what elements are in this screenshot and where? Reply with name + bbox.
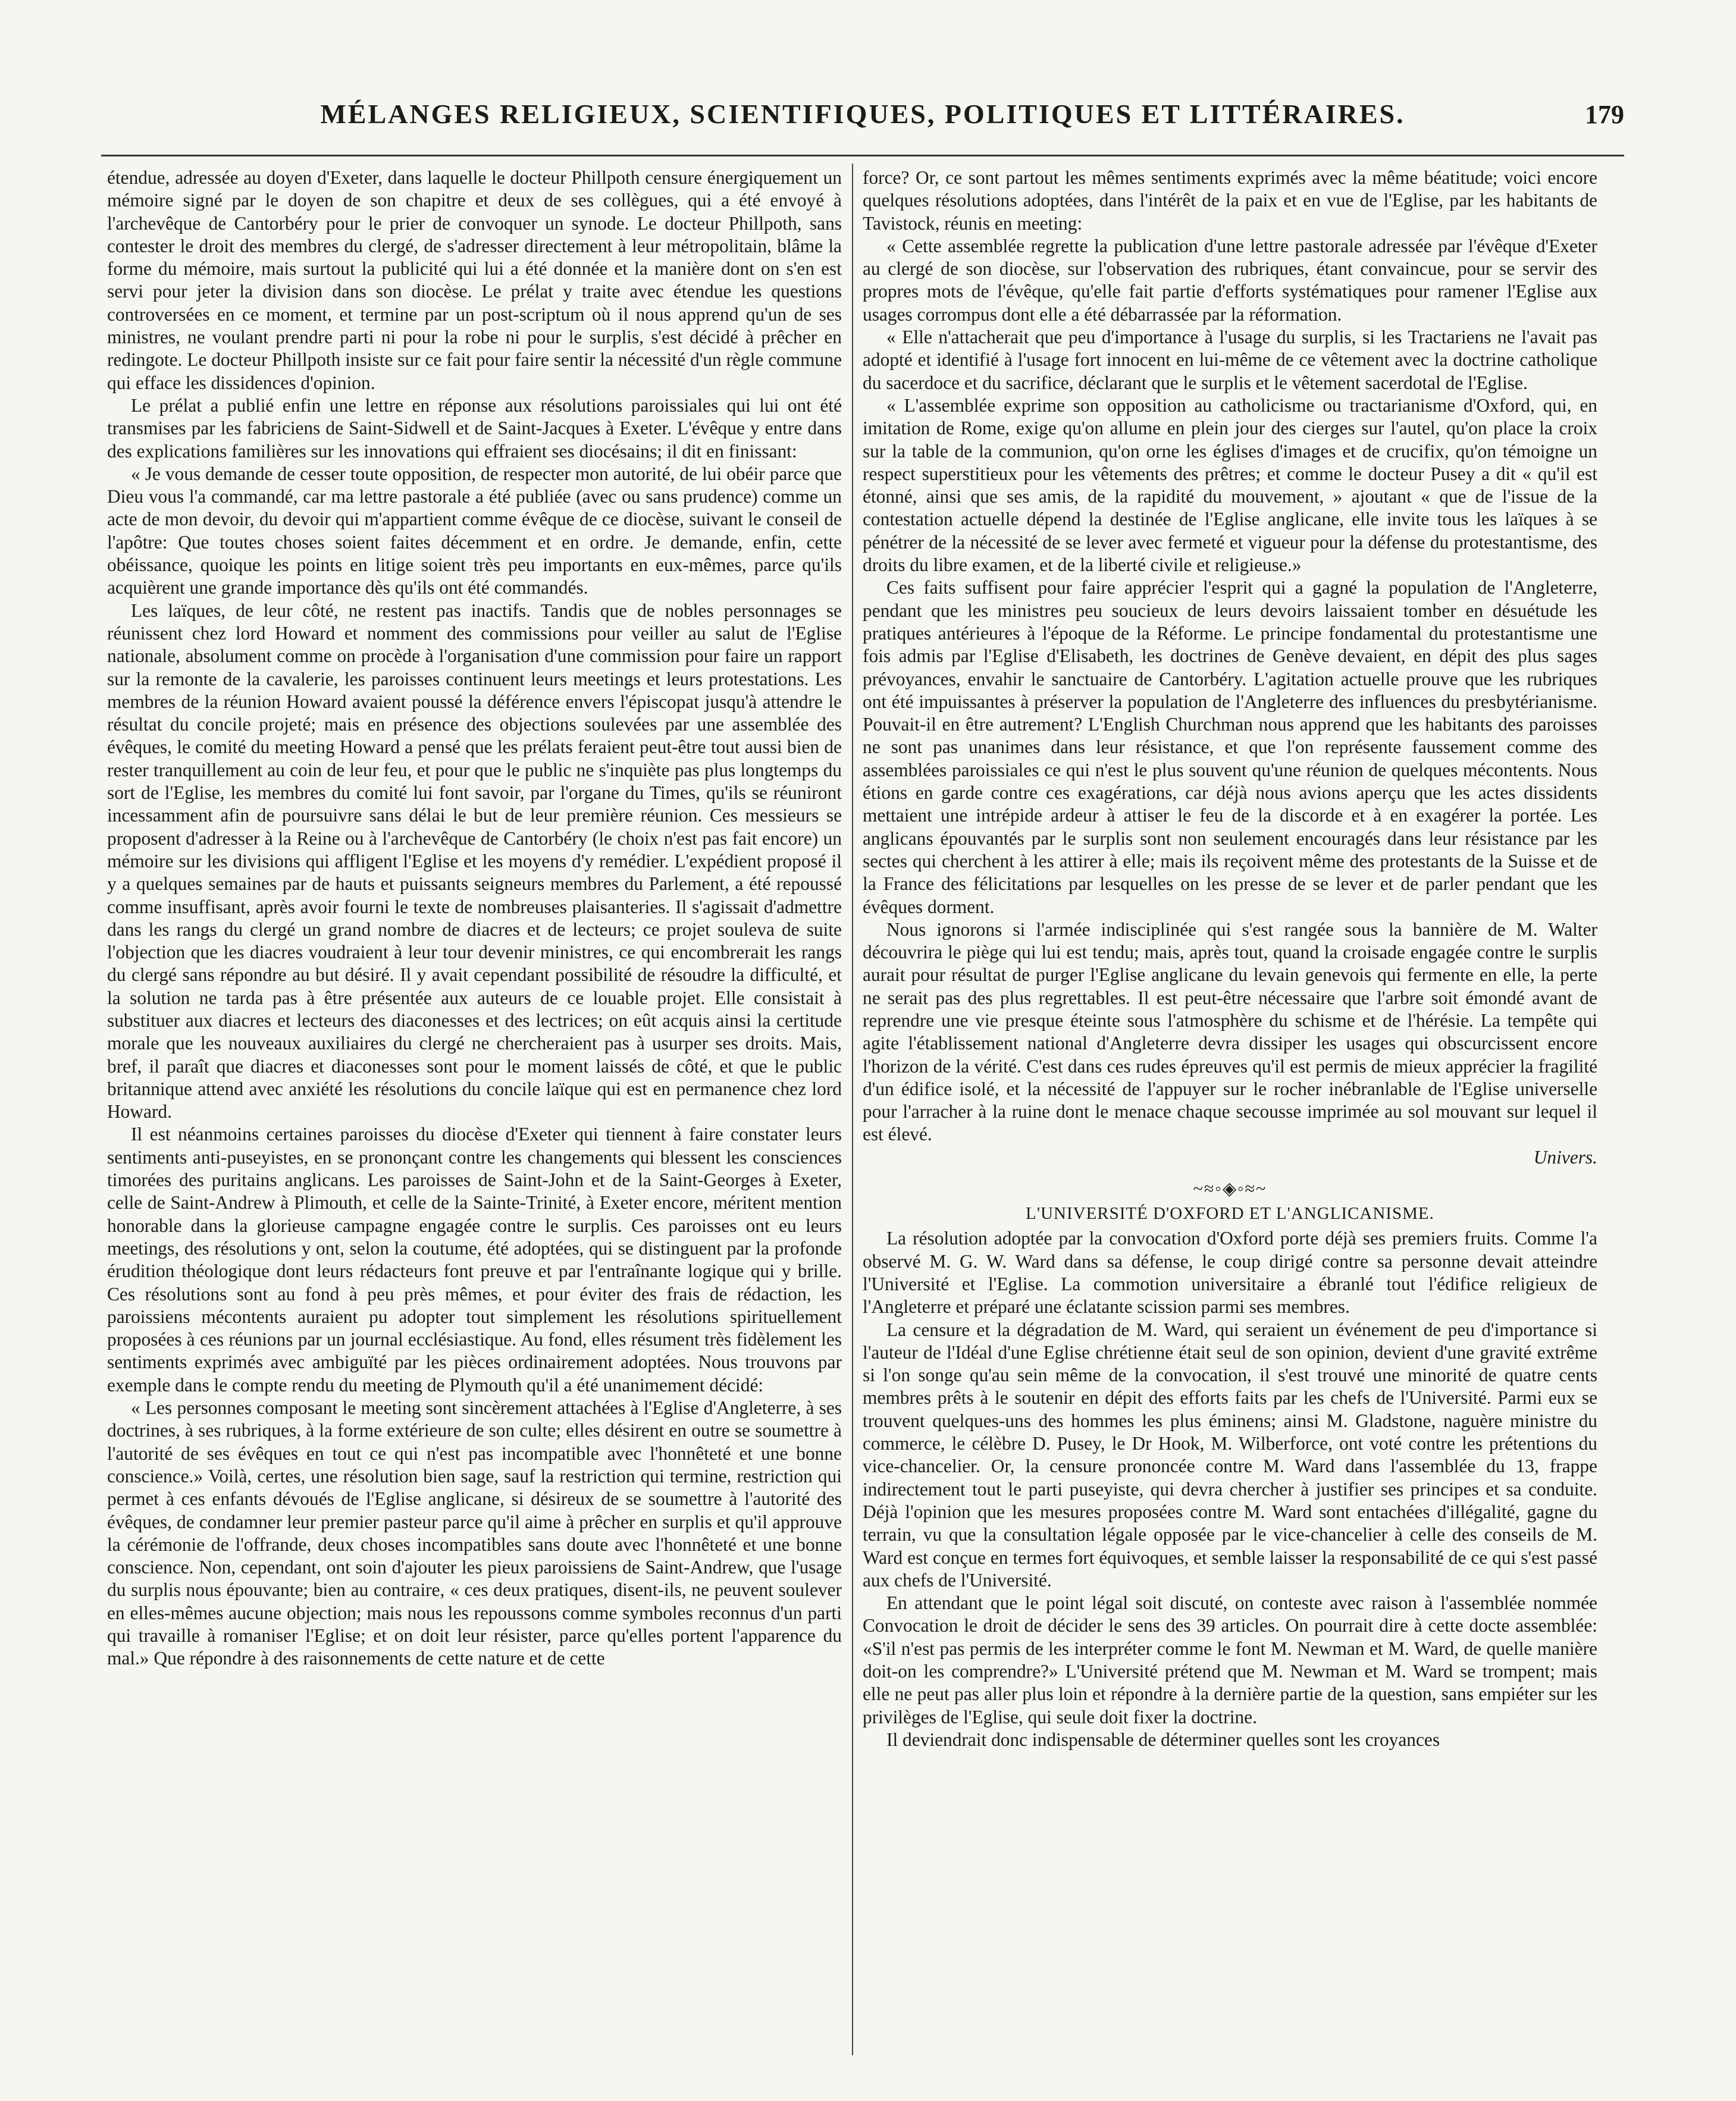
quote-paragraph: « Cette assemblée regrette la publication d'une lettre pastorale adressée par l'évêque d'Exeter au clergé de son diocèse, sur l'observation des rubriques, étant convaincue, pour se servir des propres mots de l'évêque, qu'elle fait partie d'efforts systématiques pour ramener l'Eglise aux usages corrompus dont elle a été débarrassée par la réformation. [863, 235, 1597, 325]
paragraph: Nous ignorons si l'armée indisciplinée qui s'est rangée sous la bannière de M. Walter découvrira le piège qui lui est tendu; mais, après tout, quand la croisade engagée contre le surplis aurait pour résultat de purger l'Eglise anglicane du levain genevois qui fermente en elle, la perte ne serait pas des plus regrettables. Il est peut-être nécessaire que l'arbre soit émondé avant de reprendre une vie presque éteinte sous l'atmosphère du schisme et de l'hérésie. La tempête qui agite l'établissement national d'Angleterre devra dissiper les usages qui obscurcissent encore l'horizon de la vérité. C'est dans ces rudes épreuves qu'il est permis de mieux apprécier la fragilité d'un édifice isolé, et la nécessité de l'appuyer sur le rocher inébranlable de l'Eglise universelle pour l'arracher à la ruine dont le menace chaque secousse imprimée au sol mouvant sur lequel il est élevé. [863, 918, 1597, 1145]
article-signature: Univers. [1533, 1146, 1597, 1168]
paragraph: Le prélat a publié enfin une lettre en réponse aux résolutions paroissiales qui lui ont été transmises par les fabriciens de Saint-Sidwell et de Saint-Jacques à Exeter. L'évêque y entre dans des explications familières sur les innovations qui effraient ses diocésains; il dit en finissant: [107, 394, 842, 462]
paragraph: La résolution adoptée par la convocation d'Oxford porte déjà ses premiers fruits. Comme l'a observé M. G. W. Ward dans sa défense, le coup dirigé contre sa personne devait atteindre l'Université et l'Eglise. La commotion universitaire a ébranlé tout l'édifice religieux de l'Angleterre et préparé une éclatante scission parmi ses membres. [863, 1228, 1597, 1318]
paragraph: Les laïques, de leur côté, ne restent pas inactifs. Tandis que de nobles personnages se réunissent chez lord Howard et nomment des commissions pour veiller au salut de l'Eglise nationale, absolument comme on procède à l'organisation d'une commission pour faire un rapport sur la remonte de la cavalerie, les paroisses continuent leurs meetings et leurs protestations. Les membres de la réunion Howard avaient poussé la déférence envers l'épiscopat jusqu'à attendre le résultat du concile projeté; mais en présence des objections soulevées par une assemblée des évêques, le comité du meeting Howard a pensé que les prélats feraient peut-être tout aussi bien de rester tranquillement au coin de leur feu, et pour que le public ne s'inquiète pas plus longtemps du sort de l'Eglise, les membres du comité lui font savoir, par l'organe du Times, qu'ils se réuniront incessamment afin de poursuivre sans délai le but de leur première réunion. Ces messieurs se proposent d'adresser à la Reine ou à l'archevêque de Cantorbéry (le choix n'est pas fait encore) un mémoire sur les divisions qui affligent l'Eglise et les moyens d'y remédier. L'expédient proposé il y a quelques semaines par de hauts et puissants seigneurs membres du Parlement, a été repoussé comme insuffisant, après avoir fourni le texte de nombreuses plaisanteries. Il s'agissait d'admettre dans les rangs du clergé un grand nombre de diacres et de lecteurs; ce projet souleva de suite l'objection que les diacres voudraient à leur tour devenir ministres, ce qui encombrerait les rangs du clergé sans répondre au but désiré. Il y avait cependant possibilité de résoudre la difficulté, et la solution ne tarda pas à être présentée aux auteurs de ce louable projet. Elle consistait à substituer aux diacres et lecteurs des diaconesses et des lectrices; on eût acquis ainsi la certitude morale que les nouveaux auxiliaires du clergé ne chercheraient pas à usurper ses droits. Mais, bref, il paraît que diacres et diaconesses sont pour le moment laissés de côté, et que le public britannique attend avec anxiété les résolutions du concile laïque qui est en permanence chez lord Howard. [107, 600, 842, 1122]
left-column [107, 167, 842, 2070]
quote-paragraph: « L'assemblée exprime son opposition au catholicisme ou tractarianisme d'Oxford, qui, en imitation de Rome, exige qu'on allume en plein jour des cierges sur l'autel, qu'on place la croix sur la table de la communion, qu'on orne les églises d'images et de crucifix, qu'on témoigne un respect superstitieux pour les vêtements des prêtres; et comme le docteur Pusey a dit « qu'il est étonné, ainsi que ses amis, de la rapidité du mouvement, » ajoutant « que de l'issue de la contestation actuelle dépend la destinée de l'Eglise anglicane, elle invite tous les laïques à se pénétrer de la nécessité de se lever avec fermeté et vigueur pour la défense du protestantisme, des droits du libre examen, et de la liberté civile et religieuse.» [863, 394, 1597, 576]
paragraph: En attendant que le point légal soit discuté, on conteste avec raison à l'assemblée nommée Convocation le droit de décider le sens des 39 articles. On pourrait dire à cette docte assemblée: «S'il n'est pas permis de les interpréter comme le font M. Newman et M. Ward, de quelle manière doit-on les comprendre?» L'Université prétend que M. Newman et M. Ward se trompent; mais elle ne peut pas aller plus loin et répondre à la dernière partie de la question, sans empiéter sur les privilèges de l'Eglise, qui seule doit fixer la doctrine. [863, 1592, 1597, 1727]
paragraph: Ces faits suffisent pour faire apprécier l'esprit qui a gagné la population de l'Angleterre, pendant que les ministres peu soucieux de leurs devoirs laissaient tomber en désuétude les pratiques antérieures à l'époque de la Réforme. Le principe fondamental du protestantisme une fois admis par l'Eglise d'Elisabeth, les doctrines de Genève devaient, en dépit des plus sages prévoyances, envahir le sanctuaire de Cantorbéry. L'agitation actuelle prouve que les rubriques ont été impuissantes à préserver la population de l'Angleterre des influences du presbytérianisme. Pouvait-il en être autrement? L'English Churchman nous apprend que les habitants des paroisses ne sont pas unanimes dans leur résistance, et que l'on représente faussement comme des assemblées paroissiales ce qui n'est le plus souvent qu'une réunion de quelques mécontents. Nous étions en garde contre ces exagérations, car déjà nous avions aperçu que les actes dissidents mettaient une intrépide ardeur à attiser le feu de la discorde et à en exagérer la portée. Les anglicans épouvantés par le surplis sont non seulement encouragés dans leur résistance par les sectes qui cherchent à les attirer à elle; mais ils reçoivent même des protestants de la Suisse et de la France des félicitations par lesquelles on les presse de se lever et de parler pendant que les évêques dorment. [863, 577, 1597, 917]
paragraph: La censure et la dégradation de M. Ward, qui seraient un événement de peu d'importance si l'auteur de l'Idéal d'une Eglise chrétienne était seul de son opinion, devient d'une gravité extrême si l'on songe qu'au sein même de la convocation, il s'est trouvé une minorité de quatre cents membres prêts à le soutenir en dépit des efforts faits par les chefs de l'Université. Parmi eux se trouvent quelques-uns des hommes les plus éminens; ainsi M. Gladstone, naguère ministre du commerce, le célèbre D. Pusey, le Dr Hook, M. Wilberforce, ont voté contre les prétentions du vice-chancelier. Or, la censure prononcée contre M. Ward dans l'assemblée du 13, frappe indirectement tout le parti puseyiste, qui devra chercher à justifier ses principes et sa conduite. Déjà l'opinion que les mesures proposées contre M. Ward sont entachées d'illégalité, gagne du terrain, vu que la consultation légale opposée par le vice-chancelier à celle des conseils de M. Ward est conçue en termes fort équivoques, et semble laisser la responsabilité de ce qui s'est passé aux chefs de l'Université. [863, 1319, 1597, 1591]
paragraph: étendue, adressée au doyen d'Exeter, dans laquelle le docteur Phillpoth censure énergiquement un mémoire signé par le doyen de son chapitre et deux de ses collègues, qui a été envoyé à l'archevêque de Cantorbéry pour le prier de convoquer un synode. Le docteur Phillpoth, sans contester le droit des membres du clergé, de s'adresser directement à leur métropolitain, blâme la forme du mémoire, mais surtout la publicité qui lui a été donnée et la manière dont on s'en est servi pour jeter la division dans son diocèse. Le prélat y traite avec étendue les questions controversées en ce moment, et termine par un post-scriptum où il nous apprend qu'un de ses ministres, ne voulant prendre parti ni pour la robe ni pour le surplis, s'est décidé à prêcher en redingote. Le docteur Phillpoth insiste sur ce fait pour faire sentir la nécessité d'un règle commune qui efface les dissidences d'opinion. [107, 167, 842, 393]
running-title: MÉLANGES RELIGIEUX, SCIENTIFIQUES, POLITIQUES ET LITTÉRAIRES. [320, 99, 1405, 129]
column-divider [852, 164, 853, 2055]
page-header [101, 98, 1624, 152]
paragraph: Il est néanmoins certaines paroisses du diocèse d'Exeter qui tiennent à faire constater leurs sentiments anti-puseyistes, en se prononçant contre les changements qui blessent les consciences timorées des puritains anglicans. Les paroisses de Saint-John et de la Saint-Georges à Exeter, celle de Saint-Andrew à Plimouth, et celle de la Sainte-Trinité, à Exeter encore, méritent mention honorable dans la glorieuse campagne engagée contre le surplis. Ces paroisses ont eu leurs meetings, des résolutions y ont, selon la coutume, été adoptées, qui se distinguent par la profonde érudition théologique dont leurs rédacteurs font preuve et par l'entraînante logique qui y brille. Ces résolutions sont au fond à peu près mêmes, et pour éviter des frais de rédaction, les paroissiens mécontents auraient pu adopter tout simplement les résolutions spirituellement proposées à ces réunions par un journal ecclésiastique. Au fond, elles résument très fidèlement les sentiments exprimés avec ambiguïté par les pièces ordinairement adoptées. Nous trouvons par exemple dans le compte rendu du meeting de Plymouth qu'il a été unanimement décidé: [107, 1124, 842, 1396]
section-title: L'UNIVERSITÉ D'OXFORD ET L'ANGLICANISME. [1026, 1204, 1434, 1224]
section-ornament: ~≈◦◈◦≈~ [1193, 1179, 1267, 1199]
right-column [863, 167, 1597, 2070]
quote-paragraph: « Elle n'attacherait que peu d'importance à l'usage du surplis, si les Tractariens ne l'avait pas adopté et identifié à l'usage fort innocent en lui-même de ce vêtement avec la doctrine catholique du sacerdoce et du sacrifice, déclarant que le surplis et le vêtement sacerdotal de l'Eglise. [863, 327, 1597, 393]
paragraph: Il deviendrait donc indispensable de déterminer quelles sont les croyances [886, 1729, 1440, 1750]
quote-paragraph: « Je vous demande de cesser toute opposition, de respecter mon autorité, de lui obéir parce que Dieu vous l'a commandé, car ma lettre pastorale a été publiée (avec ou sans prudence) comme un acte de mon devoir, du devoir qui m'appartient comme évêque de ce diocèse, suivant le conseil de l'apôtre: Que toutes choses soient faites décemment et en ordre. Je demande, enfin, cette obéissance, quoique les points en litige soient très peu importants en eux-mêmes, parce qu'ils acquièrent une grande importance dès qu'ils ont été commandés. [107, 463, 842, 598]
page-number: 179 [1585, 100, 1624, 129]
header-rule [101, 155, 1624, 156]
quote-paragraph: « Les personnes composant le meeting sont sincèrement attachées à l'Eglise d'Angleterre, à ses doctrines, à ses rubriques, à la forme extérieure de son culte; elles désirent en outre se soumettre à l'autorité de ses évêques en tout ce qui n'est pas incompatible avec l'honnêteté et une bonne conscience.» Voilà, certes, une résolution bien sage, sauf la restriction qui termine, restriction qui permet à ces enfants dévoués de l'Eglise anglicane, si désireux de se soumettre à l'autorité des évêques, de condamner leur premier pasteur parce qu'il aime à prêcher en surplis et qu'il approuve la cérémonie de l'offrande, deux choses incompatibles sans doute avec l'honnêteté et une bonne conscience. Non, cependant, ont soin d'ajouter les pieux paroissiens de Saint-Andrew, que l'usage du surplis nous épouvante; bien au contraire, « ces deux pratiques, disent-ils, ne peuvent soulever en elles-mêmes aucune objection; mais nous les repoussons comme symboles reconnus d'un parti qui travaille à romaniser l'Eglise; et on doit leur résister, parce qu'elles portent l'apparence du mal.» Que répondre à des raisonnements de cette nature et de cette [107, 1397, 842, 1669]
paragraph: force? Or, ce sont partout les mêmes sentiments exprimés avec la même béatitude; voici encore quelques résolutions adoptées, dans l'intérêt de la paix et en vue de l'Eglise, par les habitants de Tavistock, réunis en meeting: [863, 167, 1597, 234]
